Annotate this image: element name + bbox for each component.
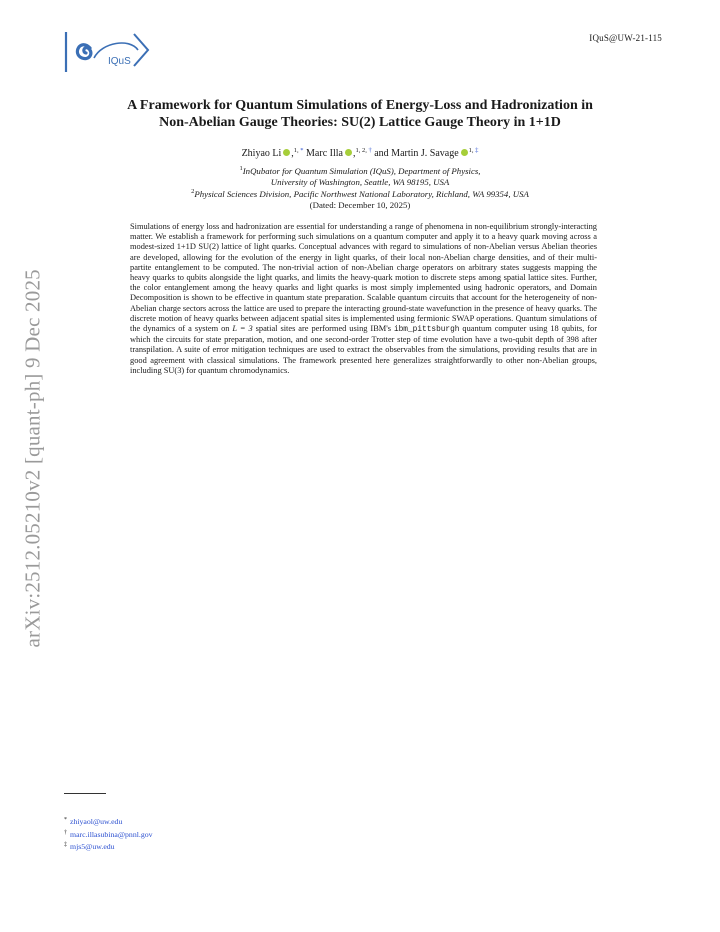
abstract: Simulations of energy loss and hadronization are essential for understanding a range of phenomena in non-equilibrium strongly-interacting matter. We establish a framework for performing such simulations on a quantum computer and apply it to a heavy quark moving across a modest-sized 1+1D SU(2) lattice of light quarks. Conceptual advances with regard to simulations of non-Abelian versus Abelian theories are developed, allowing for the evolution of the energy in light quarks, of their local non-Abelian charge densities, and of their multi-partite entanglement to be computed. The non-trivial action of non-Abelian charge operators on arbitrary states suggests mapping the heavy quarks to qubits alongside the light quarks, and limits the heavy-quark motion to discrete steps among spatial lattice sites. Further, the color entanglement among the heavy quarks and light quarks is most simply implemented using hadronic operators, and Domain Decomposition is shown to be effective in quantum state preparation. Scalable quantum circuits that account for the heterogeneity of non-Abelian charge sectors across the lattice are used to prepare the interacting ground-state wavefunction in the presence of heavy quarks. The discrete motion of heavy quarks between adjacent spatial sites is implemented using fermionic SWAP operations. Quantum simulations of the dynamics of a system on L = 3 spatial sites are performed using IBM's ibm_pittsburgh quantum computer using 18 qubits, for which the circuits for state preparation, motion, and one second-order Trotter step of time evolution have a two-qubit depth of 398 after transpilation. A suite of error mitigation techniques are used to extract the observables from the simulations, providing results that are in good agreement with classical simulations. The framework presented here generalizes straightforwardly to other non-Abelian groups, including SU(3) for quantum chromodynamics.	[130, 222, 597, 375]
affiliation-1: $^1$InQubator for Quantum Simulation (IQuS), Department of Physics, University of Washington, Seattle, WA 98195, USA	[239, 165, 481, 187]
footnote-link[interactable]: †	[368, 147, 372, 154]
author-name: Martin J. Savage	[391, 148, 459, 159]
orcid-icon[interactable]	[461, 149, 468, 156]
report-number: IQuS@UW-21-115	[589, 33, 662, 43]
date-line: (Dated: December 10, 2025)	[309, 200, 411, 210]
author-name: Marc Illa	[306, 148, 343, 159]
footnote-rule	[64, 793, 106, 794]
footnote-item: * zhiyaol@uw.edu	[64, 817, 123, 826]
orcid-icon[interactable]	[283, 149, 290, 156]
footnote-link[interactable]: ‡	[475, 147, 479, 154]
email-link[interactable]: marc.illasubina@pnnl.gov	[70, 829, 153, 839]
device-name: ibm_pittsburgh	[393, 326, 460, 335]
email-link[interactable]: mjs5@uw.edu	[70, 842, 115, 851]
author-list: Zhiyao Li ,$^{1,}$ * Marc Illa ,$^{1, 2,}$ † and Martin J. Savage $^{1,}$ ‡	[241, 147, 479, 159]
footnote-link[interactable]: *	[300, 147, 304, 154]
footnotes	[64, 815, 153, 853]
footnote-item: ‡ mjs5@uw.edu	[64, 842, 115, 851]
affiliation-2: $^2$Physical Sciences Division, Pacific Northwest National Laboratory, Richland, WA 99354, USA	[191, 188, 529, 199]
arxiv-identifier[interactable]: arXiv:2512.05210v2 [quant-ph] 9 Dec 2025	[20, 269, 45, 648]
footnote-item: † marc.illasubina@pnnl.gov	[64, 829, 153, 839]
author-name: Zhiyao Li	[241, 148, 282, 159]
paper-title	[80, 97, 640, 131]
title-line-2: Non-Abelian Gauge Theories: SU(2) Lattice Gauge Theory in 1+1D	[159, 115, 561, 130]
title-line-1: A Framework for Quantum Simulations of Energy-Loss and Hadronization in	[127, 98, 593, 113]
email-link[interactable]: zhiyaol@uw.edu	[70, 817, 123, 826]
math-expression: L = 3	[232, 324, 253, 334]
orcid-icon[interactable]	[345, 149, 352, 156]
logo-text: IQuS	[108, 56, 131, 67]
iqus-logo	[64, 28, 154, 76]
